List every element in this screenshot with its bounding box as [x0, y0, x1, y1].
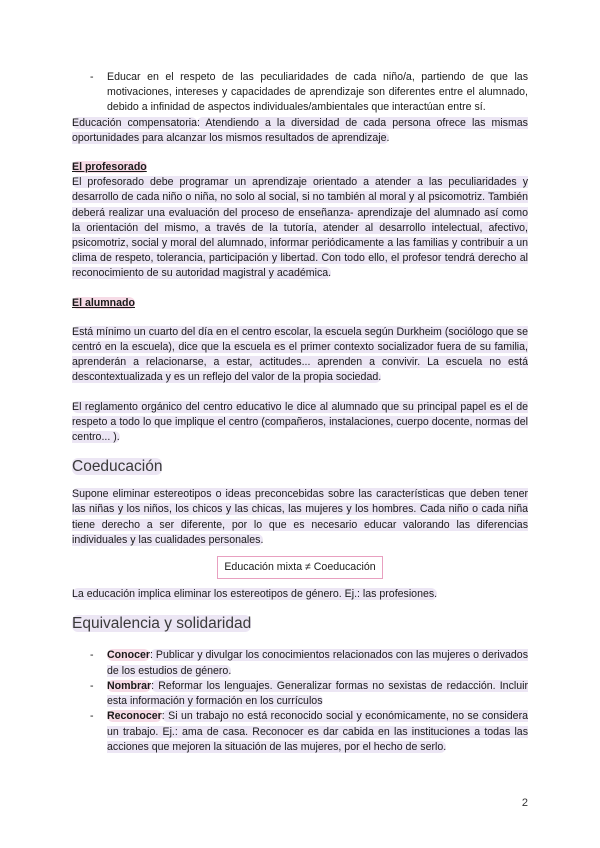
dash-bullet: -	[90, 71, 94, 83]
intro-list	[72, 70, 528, 116]
compensatoria-text: : Atendiendo a la diversidad de cada persona ofrece las mismas oportunidades para alcanzar los mismos resultados de aprendizaje.	[72, 116, 528, 144]
formula-box: Educación mixta ≠ Coeducación	[217, 556, 382, 579]
list-item	[72, 648, 528, 678]
compensatoria-label: Educación compensatoria	[72, 116, 197, 129]
profesorado-paragraph: El profesorado debe programar un aprendizaje orientado a atender a las peculiaridades y desarrollo de cada niño o niña, no solo al social, si no también al moral y al psicomotriz. También deberá realizar una evaluación del proceso de enseñanza- aprendizaje del alumnado así como la orientación del mismo, a través de la tutoría, atender al desarrollo intelectual, afectivo, psicomotriz, social y moral del alumnado, informar periódicamente a las familias y contribuir a un clima de respeto, tolerancia, participación y libertad. Con todo ello, el profesor tendrá derecho al reconocimiento de su autoridad magistral y académica.	[72, 176, 528, 280]
list-item	[72, 709, 528, 755]
list-item	[72, 70, 528, 116]
dash-bullet: -	[90, 649, 94, 662]
alumnado-paragraph-2: El reglamento orgánico del centro educativo le dice al alumnado que su principal papel es el de respeto a todo lo que implique el centro (compañeros, instalaciones, cuerpo docente, normas del centro... ).	[72, 400, 528, 444]
document-page	[72, 70, 528, 755]
equivalencia-list	[72, 648, 528, 754]
compensatoria-paragraph	[72, 116, 528, 146]
dash-bullet: -	[90, 679, 94, 692]
list-item-term: Reconocer	[107, 710, 162, 723]
dash-bullet: -	[90, 710, 94, 723]
list-item	[72, 679, 528, 709]
coeducacion-paragraph-2: La educación implica eliminar los estereotipos de género. Ej.: las profesiones.	[72, 588, 438, 601]
profesorado-title: El profesorado	[72, 161, 147, 174]
coeducacion-paragraph-1: Supone eliminar estereotipos o ideas preconcebidas sobre las características que deben tener las niñas y los niños, los chicos y las chicas, las mujeres y los hombres. Cada niño o cada niña tiene derecho a ser diferente, por lo que es necesario educar valorando las diferencias individuales y las cualidades personales.	[72, 488, 528, 546]
coeducacion-heading: Coeducación	[72, 458, 163, 476]
list-item-term: Conocer	[107, 649, 150, 662]
equivalencia-heading: Equivalencia y solidaridad	[72, 615, 252, 633]
list-item-text: : Si un trabajo no está reconocido social y económicamente, no se considera un trabajo. Ej.: ama de casa. Reconocer es dar cabida en las instituciones a todas las acciones que mejoren la situación de las mujeres, por el hecho de serlo.	[107, 710, 528, 753]
formula-box-wrap	[72, 556, 528, 579]
alumnado-paragraph-1: Está mínimo un cuarto del día en el centro escolar, la escuela según Durkheim (sociólogo que se centró en la escuela), dice que la escuela es el primer contexto socializador fuera de su familia, aprenderán a relacionarse, a estar, actitudes... aprenden a convivir. La escuela no está descontextualizada y es un reflejo del valor de la propia sociedad.	[72, 325, 528, 384]
page-number: 2	[521, 797, 528, 809]
alumnado-title: El alumnado	[72, 296, 135, 309]
list-item-text: : Publicar y divulgar los conocimientos relacionados con las mujeres o derivados de los estudios de género.	[107, 649, 528, 677]
list-item-text: Educar en el respeto de las peculiaridades de cada niño/a, partiendo de que las motivaciones, intereses y capacidades de aprendizaje son diferentes entre el alumnado, debido a infinidad de aspectos individuales/ambientales que interactúan entre sí.	[107, 71, 528, 114]
list-item-text: : Reformar los lenguajes. Generalizar formas no sexistas de redacción. Incluir esta información y formación en los currículos	[107, 679, 528, 708]
list-item-term: Nombrar	[107, 679, 152, 692]
